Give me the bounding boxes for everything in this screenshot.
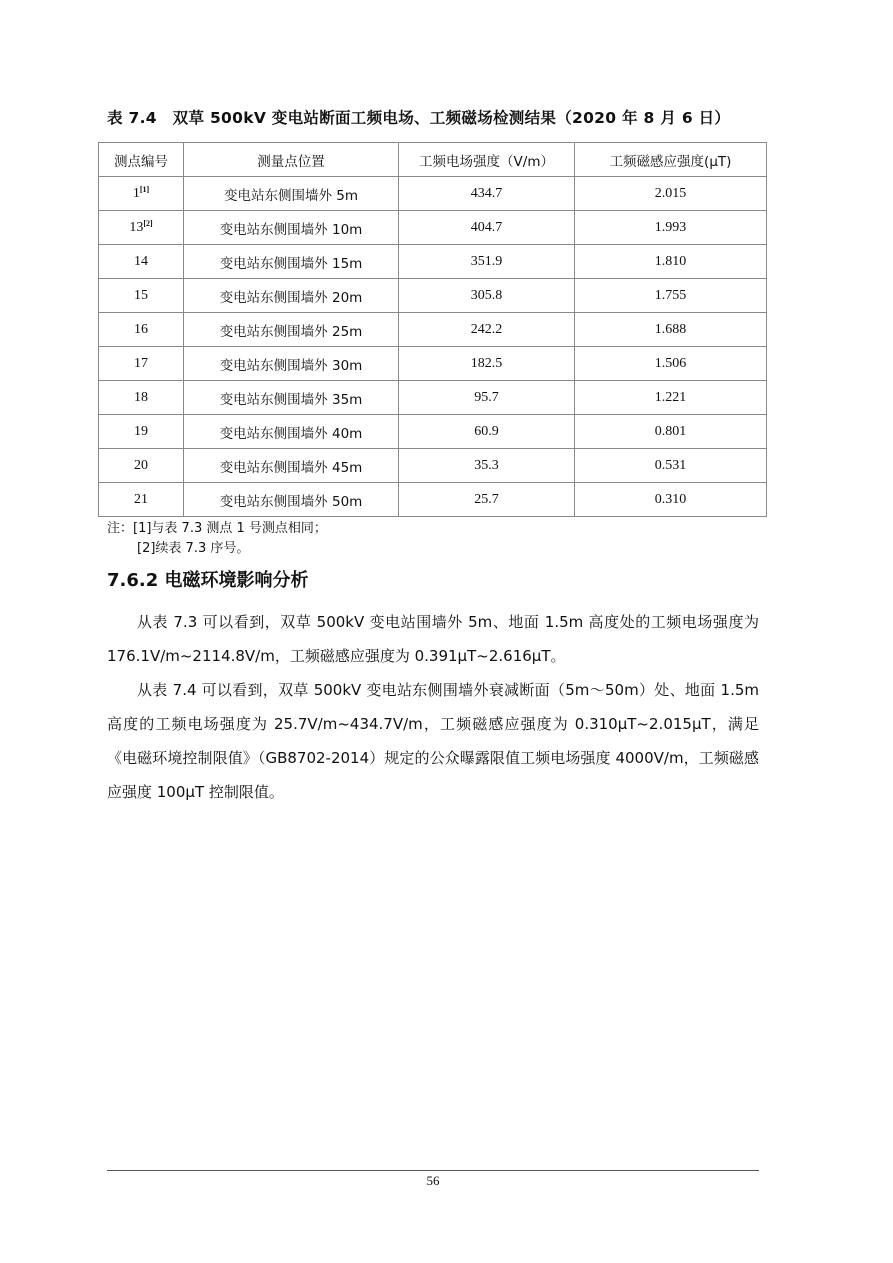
table-notes — [107, 519, 327, 559]
cell-point-id — [99, 449, 184, 483]
cell-electric-field: 182.5 — [399, 347, 575, 381]
cell-location: 变电站东侧围墙外 25m — [184, 313, 399, 347]
table-row — [99, 313, 767, 347]
cell-location: 变电站东侧围墙外 10m — [184, 211, 399, 245]
measurement-table — [98, 142, 767, 517]
header-point-id: 测点编号 — [99, 143, 184, 177]
point-id-text: 15 — [134, 287, 148, 303]
cell-electric-field: 25.7 — [399, 483, 575, 517]
header-location: 测量点位置 — [184, 143, 399, 177]
cell-magnetic-induction: 0.310 — [575, 483, 767, 517]
cell-location: 变电站东侧围墙外 5m — [184, 177, 399, 211]
cell-electric-field: 434.7 — [399, 177, 575, 211]
table-row — [99, 381, 767, 415]
cell-magnetic-induction: 1.755 — [575, 279, 767, 313]
cell-point-id — [99, 211, 184, 245]
cell-magnetic-induction: 1.688 — [575, 313, 767, 347]
table-caption: 表 7.4 双草 500kV 变电站断面工频电场、工频磁场检测结果（2020 年 8 月 6 日） — [107, 109, 731, 127]
cell-magnetic-induction: 0.531 — [575, 449, 767, 483]
cell-electric-field: 404.7 — [399, 211, 575, 245]
cell-magnetic-induction: 1.993 — [575, 211, 767, 245]
cell-location: 变电站东侧围墙外 30m — [184, 347, 399, 381]
point-id-text: 13 — [129, 220, 144, 235]
cell-location: 变电站东侧围墙外 20m — [184, 279, 399, 313]
cell-electric-field: 305.8 — [399, 279, 575, 313]
table-row — [99, 279, 767, 313]
cell-magnetic-induction: 0.801 — [575, 415, 767, 449]
cell-point-id — [99, 313, 184, 347]
cell-electric-field: 35.3 — [399, 449, 575, 483]
cell-electric-field: 95.7 — [399, 381, 575, 415]
cell-location: 变电站东侧围墙外 15m — [184, 245, 399, 279]
cell-point-id — [99, 279, 184, 313]
cell-electric-field: 60.9 — [399, 415, 575, 449]
page-number: 56 — [426, 1173, 440, 1188]
point-id-text: 16 — [134, 321, 148, 337]
cell-electric-field: 351.9 — [399, 245, 575, 279]
footnote-marker: [1] — [139, 185, 150, 194]
cell-point-id — [99, 177, 184, 211]
table-row — [99, 347, 767, 381]
note-1: 注：[1]与表 7.3 测点 1 号测点相同； — [107, 521, 327, 536]
point-id-text: 14 — [134, 253, 148, 269]
cell-point-id — [99, 245, 184, 279]
point-id-text: 19 — [134, 423, 148, 439]
point-id-text: 17 — [134, 355, 148, 371]
cell-point-id — [99, 483, 184, 517]
header-magnetic-induction: 工频磁感应强度(μT) — [575, 143, 767, 177]
header-electric-field: 工频电场强度（V/m） — [399, 143, 575, 177]
footer-divider — [107, 1170, 759, 1171]
table-row — [99, 177, 767, 211]
cell-location: 变电站东侧围墙外 40m — [184, 415, 399, 449]
cell-point-id — [99, 347, 184, 381]
footnote-marker: [2] — [143, 219, 153, 228]
paragraph-2: 从表 7.4 可以看到，双草 500kV 变电站东侧围墙外衰减断面（5m～50m）处、地面 1.5m 高度的工频电场强度为 25.7V/m~434.7V/m，工频磁感应强度为 0.310μT~2.015μT，满足《电磁环境控制限值》（GB8702-2014）规定的公众曝露限值工频电场强度 4000V/m，工频磁感应强度 100μT 控制限值。 — [107, 681, 759, 801]
cell-point-id — [99, 415, 184, 449]
cell-magnetic-induction: 1.810 — [575, 245, 767, 279]
section-body — [107, 605, 759, 809]
point-id-text: 20 — [134, 457, 148, 473]
cell-location: 变电站东侧围墙外 35m — [184, 381, 399, 415]
table-row — [99, 211, 767, 245]
section-heading: 7.6.2 电磁环境影响分析 — [107, 570, 309, 591]
point-id-text: 18 — [134, 389, 148, 405]
table-row — [99, 483, 767, 517]
table-row — [99, 449, 767, 483]
cell-point-id — [99, 381, 184, 415]
note-2: [2]续表 7.3 序号。 — [137, 541, 250, 556]
cell-location: 变电站东侧围墙外 45m — [184, 449, 399, 483]
cell-location: 变电站东侧围墙外 50m — [184, 483, 399, 517]
paragraph-1: 从表 7.3 可以看到，双草 500kV 变电站围墙外 5m、地面 1.5m 高度处的工频电场强度为 176.1V/m~2114.8V/m，工频磁感应强度为 0.391μT~2.616μT。 — [107, 613, 759, 665]
point-id-text: 21 — [134, 491, 148, 507]
table-header-row — [99, 143, 767, 177]
cell-electric-field: 242.2 — [399, 313, 575, 347]
table-body — [99, 177, 767, 517]
cell-magnetic-induction: 1.221 — [575, 381, 767, 415]
cell-magnetic-induction: 2.015 — [575, 177, 767, 211]
table-row — [99, 415, 767, 449]
point-id-text: 1 — [132, 186, 140, 201]
cell-magnetic-induction: 1.506 — [575, 347, 767, 381]
table-row — [99, 245, 767, 279]
